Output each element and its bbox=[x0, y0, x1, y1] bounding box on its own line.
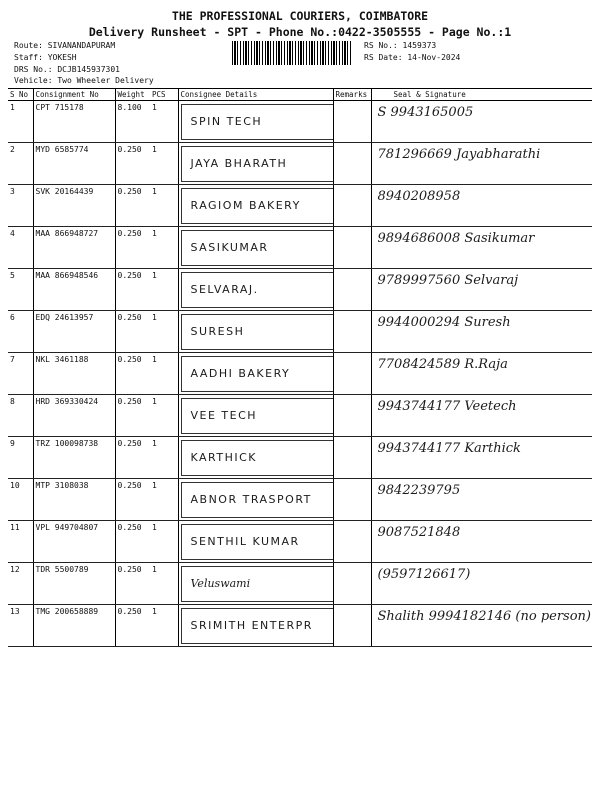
signature-cell bbox=[371, 143, 592, 185]
route-text: Route: SIVANANDAPURAM bbox=[14, 41, 116, 50]
staff-text: Staff: YOKESH bbox=[14, 53, 77, 62]
handwritten-signature: S 9943165005 bbox=[377, 105, 474, 120]
consignee-name: Veluswami bbox=[190, 577, 251, 590]
row-sno: 4 bbox=[8, 227, 33, 269]
consignee-cell bbox=[178, 479, 333, 521]
drs-number: DRS No.: DCJB145937301 bbox=[14, 65, 120, 74]
pcs-value: 1 bbox=[150, 395, 178, 437]
signature-cell bbox=[371, 101, 592, 143]
row-sno: 6 bbox=[8, 311, 33, 353]
handwritten-signature: 9789997560 Selvaraj bbox=[377, 273, 519, 288]
vehicle-text: Vehicle: Two Wheeler Delivery bbox=[14, 76, 154, 85]
remarks-cell bbox=[333, 479, 371, 521]
consignment-number: NKL 3461188 bbox=[33, 353, 115, 395]
remarks-cell bbox=[333, 437, 371, 479]
table-row bbox=[8, 605, 592, 647]
consignee-name: AADHI BAKERY bbox=[190, 367, 291, 380]
pcs-value: 1 bbox=[150, 437, 178, 479]
remarks-cell bbox=[333, 311, 371, 353]
handwritten-signature: 9944000294 Suresh bbox=[377, 315, 511, 330]
remarks-cell bbox=[333, 395, 371, 437]
consignee-name: RAGIOM BAKERY bbox=[190, 199, 301, 212]
weight-value: 0.250 bbox=[115, 437, 150, 479]
table-row bbox=[8, 437, 592, 479]
table-header-row bbox=[8, 89, 592, 101]
table-row bbox=[8, 269, 592, 311]
consignee-cell bbox=[178, 101, 333, 143]
pcs-value: 1 bbox=[150, 479, 178, 521]
weight-value: 8.100 bbox=[115, 101, 150, 143]
remarks-cell bbox=[333, 185, 371, 227]
table-row bbox=[8, 395, 592, 437]
pcs-value: 1 bbox=[150, 521, 178, 563]
consignment-number: EDQ 24613957 bbox=[33, 311, 115, 353]
weight-value: 0.250 bbox=[115, 395, 150, 437]
consignment-number: HRD 369330424 bbox=[33, 395, 115, 437]
signature-cell bbox=[371, 563, 592, 605]
consignee-cell bbox=[178, 605, 333, 647]
weight-value: 0.250 bbox=[115, 521, 150, 563]
consignee-cell bbox=[178, 311, 333, 353]
handwritten-signature: 9894686008 Sasikumar bbox=[377, 231, 535, 246]
row-sno: 13 bbox=[8, 605, 33, 647]
consignee-cell bbox=[178, 269, 333, 311]
consignee-cell bbox=[178, 227, 333, 269]
weight-value: 0.250 bbox=[115, 353, 150, 395]
signature-cell bbox=[371, 479, 592, 521]
consignee-name: SASIKUMAR bbox=[190, 241, 269, 254]
pcs-value: 1 bbox=[150, 143, 178, 185]
consignment-number: MYD 6585774 bbox=[33, 143, 115, 185]
remarks-cell bbox=[333, 143, 371, 185]
table-row bbox=[8, 101, 592, 143]
table-row bbox=[8, 311, 592, 353]
consignment-number: SVK 20164439 bbox=[33, 185, 115, 227]
row-sno: 11 bbox=[8, 521, 33, 563]
consignee-cell bbox=[178, 353, 333, 395]
weight-value: 0.250 bbox=[115, 563, 150, 605]
signature-cell bbox=[371, 353, 592, 395]
row-sno: 1 bbox=[8, 101, 33, 143]
consignee-name: SPIN TECH bbox=[190, 115, 263, 128]
pcs-value: 1 bbox=[150, 353, 178, 395]
weight-value: 0.250 bbox=[115, 269, 150, 311]
table-row bbox=[8, 185, 592, 227]
handwritten-signature: 9943744177 Veetech bbox=[377, 399, 517, 414]
signature-cell bbox=[371, 605, 592, 647]
signature-cell bbox=[371, 521, 592, 563]
consignment-number: MAA 866948727 bbox=[33, 227, 115, 269]
table-row bbox=[8, 563, 592, 605]
row-sno: 2 bbox=[8, 143, 33, 185]
consignment-number: TDR 5500789 bbox=[33, 563, 115, 605]
handwritten-signature: 9842239795 bbox=[377, 483, 461, 498]
consignment-number: MAA 866948546 bbox=[33, 269, 115, 311]
header-consignee: Consignee Details bbox=[178, 89, 333, 101]
table-row bbox=[8, 143, 592, 185]
signature-cell bbox=[371, 395, 592, 437]
handwritten-signature: 8940208958 bbox=[377, 189, 461, 204]
signature-cell bbox=[371, 185, 592, 227]
row-sno: 3 bbox=[8, 185, 33, 227]
header-consignment: Consignment No bbox=[33, 89, 115, 101]
consignee-name: SRIMITH ENTERPR bbox=[190, 619, 313, 632]
handwritten-signature: Shalith 9994182146 (no person) bbox=[377, 609, 591, 624]
consignee-name: SURESH bbox=[190, 325, 245, 338]
pcs-value: 1 bbox=[150, 269, 178, 311]
weight-value: 0.250 bbox=[115, 143, 150, 185]
consignee-cell bbox=[178, 437, 333, 479]
consignment-number: TRZ 100098738 bbox=[33, 437, 115, 479]
consignee-name: SENTHIL KUMAR bbox=[190, 535, 300, 548]
weight-value: 0.250 bbox=[115, 605, 150, 647]
remarks-cell bbox=[333, 521, 371, 563]
consignment-number: TMG 200658889 bbox=[33, 605, 115, 647]
handwritten-signature: 9943744177 Karthick bbox=[377, 441, 521, 456]
pcs-value: 1 bbox=[150, 311, 178, 353]
pcs-value: 1 bbox=[150, 605, 178, 647]
table-row bbox=[8, 521, 592, 563]
header-weight: Weight bbox=[115, 89, 150, 101]
header-pcs: PCS bbox=[150, 89, 178, 101]
remarks-cell bbox=[333, 605, 371, 647]
signature-cell bbox=[371, 437, 592, 479]
row-sno: 9 bbox=[8, 437, 33, 479]
table-row bbox=[8, 353, 592, 395]
consignee-name: KARTHICK bbox=[190, 451, 258, 464]
pcs-value: 1 bbox=[150, 185, 178, 227]
consignee-name: ABNOR TRASPORT bbox=[190, 493, 312, 506]
signature-cell bbox=[371, 227, 592, 269]
remarks-cell bbox=[333, 227, 371, 269]
pcs-value: 1 bbox=[150, 101, 178, 143]
document-title: THE PROFESSIONAL COURIERS, COIMBATORE bbox=[171, 9, 429, 23]
runsheet-table bbox=[8, 88, 592, 647]
signature-cell bbox=[371, 311, 592, 353]
remarks-cell bbox=[333, 563, 371, 605]
row-sno: 7 bbox=[8, 353, 33, 395]
header-signature: Seal & Signature bbox=[371, 89, 592, 101]
remarks-cell bbox=[333, 269, 371, 311]
consignment-number: MTP 3108038 bbox=[33, 479, 115, 521]
rs-date: RS Date: 14-Nov-2024 bbox=[364, 53, 461, 62]
document-subtitle: Delivery Runsheet - SPT - Phone No.:0422-3505555 - Page No.:1 bbox=[88, 25, 512, 39]
consignee-cell bbox=[178, 521, 333, 563]
pcs-value: 1 bbox=[150, 563, 178, 605]
handwritten-signature: 9087521848 bbox=[377, 525, 461, 540]
handwritten-signature: 781296669 Jayabharathi bbox=[377, 147, 541, 162]
consignee-cell bbox=[178, 563, 333, 605]
row-sno: 5 bbox=[8, 269, 33, 311]
handwritten-signature: 7708424589 R.Raja bbox=[377, 357, 508, 372]
weight-value: 0.250 bbox=[115, 185, 150, 227]
consignee-cell bbox=[178, 143, 333, 185]
consignee-name: JAYA BHARATH bbox=[190, 157, 288, 170]
handwritten-signature: (9597126617) bbox=[377, 567, 471, 582]
barcode-image bbox=[232, 41, 352, 65]
remarks-cell bbox=[333, 353, 371, 395]
signature-cell bbox=[371, 269, 592, 311]
table-row bbox=[8, 479, 592, 521]
header-sno: S No bbox=[8, 89, 33, 101]
pcs-value: 1 bbox=[150, 227, 178, 269]
table-row bbox=[8, 227, 592, 269]
header-remarks: Remarks bbox=[333, 89, 371, 101]
consignment-number: CPT 715178 bbox=[33, 101, 115, 143]
consignee-cell bbox=[178, 395, 333, 437]
consignee-name: VEE TECH bbox=[190, 409, 258, 422]
consignment-number: VPL 949704807 bbox=[33, 521, 115, 563]
consignee-cell bbox=[178, 185, 333, 227]
rs-number: RS No.: 1459373 bbox=[364, 41, 437, 50]
weight-value: 0.250 bbox=[115, 227, 150, 269]
weight-value: 0.250 bbox=[115, 311, 150, 353]
row-sno: 8 bbox=[8, 395, 33, 437]
row-sno: 12 bbox=[8, 563, 33, 605]
weight-value: 0.250 bbox=[115, 479, 150, 521]
remarks-cell bbox=[333, 101, 371, 143]
consignee-name: SELVARAJ. bbox=[190, 283, 259, 296]
row-sno: 10 bbox=[8, 479, 33, 521]
